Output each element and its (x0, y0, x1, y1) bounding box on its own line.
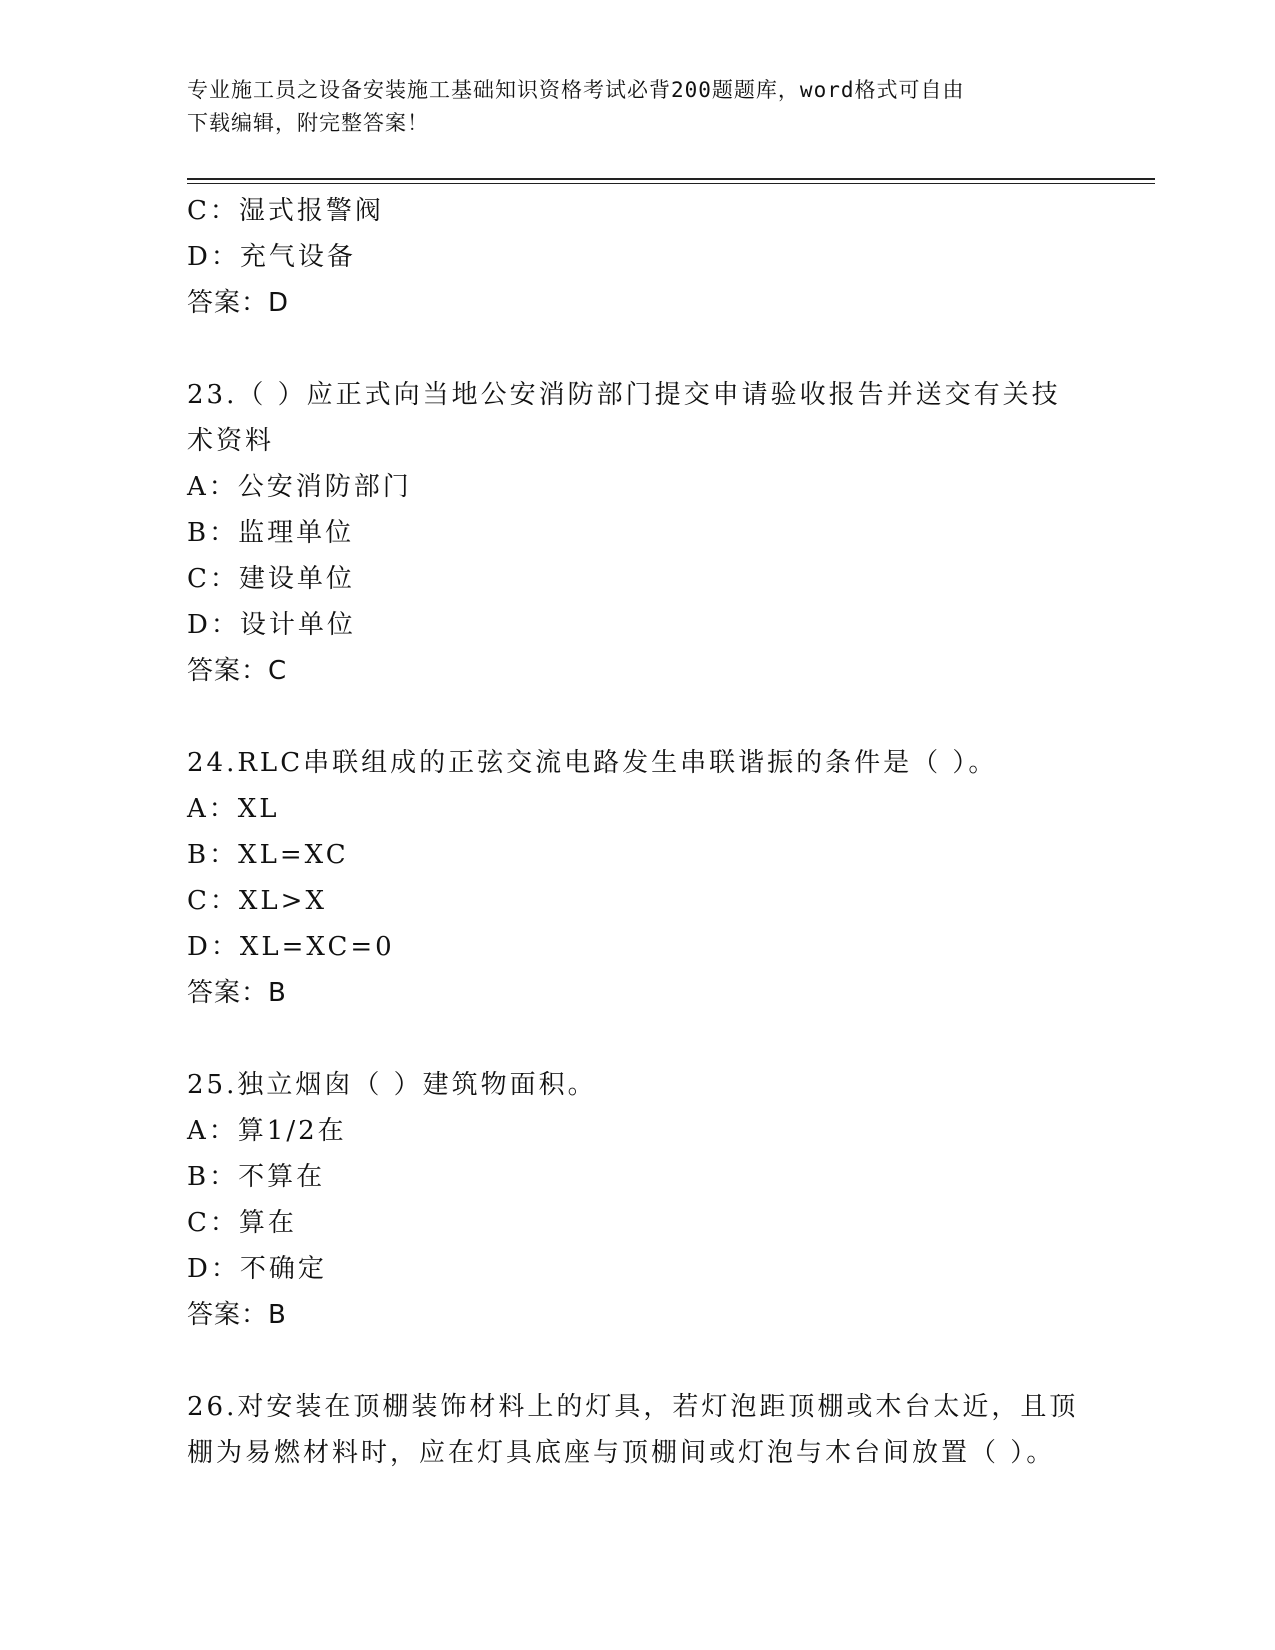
answer: 答案：B (187, 978, 287, 1008)
question-text: 24.RLC串联组成的正弦交流电路发生串联谐振的条件是（ ）。 (187, 748, 998, 778)
question-24 (187, 740, 1087, 1016)
option-d: D：XL=XC=0 (187, 932, 395, 962)
option-d: D：设计单位 (187, 610, 356, 640)
option-c: C：湿式报警阀 (187, 196, 384, 226)
header-divider-thin (187, 183, 1155, 184)
answer: 答案：C (187, 656, 288, 686)
question-25 (187, 1062, 1087, 1338)
option-b: B：不算在 (187, 1162, 326, 1192)
question-list (187, 188, 1087, 1476)
option-d: D：不确定 (187, 1254, 327, 1284)
option-a: A：公安消防部门 (187, 472, 412, 502)
header-line-1: 专业施工员之设备安装施工基础知识资格考试必背200题题库，word格式可自由 (187, 78, 965, 102)
document-header (187, 74, 1067, 140)
option-a: A：算1/2在 (187, 1116, 347, 1146)
answer: 答案：B (187, 1300, 287, 1330)
header-divider (187, 178, 1155, 180)
option-d: D：充气设备 (187, 242, 356, 272)
option-c: C：XL>X (187, 886, 327, 916)
question-text: 25.独立烟囱（ ）建筑物面积。 (187, 1070, 597, 1100)
question-text: 26.对安装在顶棚装饰材料上的灯具，若灯泡距顶棚或木台太近，且顶 (187, 1392, 1079, 1422)
option-b: B：XL=XC (187, 840, 349, 870)
question-23 (187, 372, 1087, 694)
question-text-continued: 术资料 (187, 426, 275, 456)
option-b: B：监理单位 (187, 518, 355, 548)
question-22-tail (187, 188, 1087, 326)
spacer (187, 326, 1087, 372)
spacer (187, 1016, 1087, 1062)
question-text-continued: 棚为易燃材料时，应在灯具底座与顶棚间或灯泡与木台间放置（ ）。 (187, 1438, 1056, 1468)
answer: 答案：D (187, 288, 290, 318)
option-c: C：建设单位 (187, 564, 355, 594)
spacer (187, 1338, 1087, 1384)
question-text: 23.（ ）应正式向当地公安消防部门提交申请验收报告并送交有关技 (187, 380, 1061, 410)
option-c: C：算在 (187, 1208, 297, 1238)
option-a: A：XL (187, 794, 280, 824)
question-26 (187, 1384, 1087, 1476)
spacer (187, 694, 1087, 740)
header-line-2: 下载编辑，附完整答案！ (187, 111, 429, 135)
